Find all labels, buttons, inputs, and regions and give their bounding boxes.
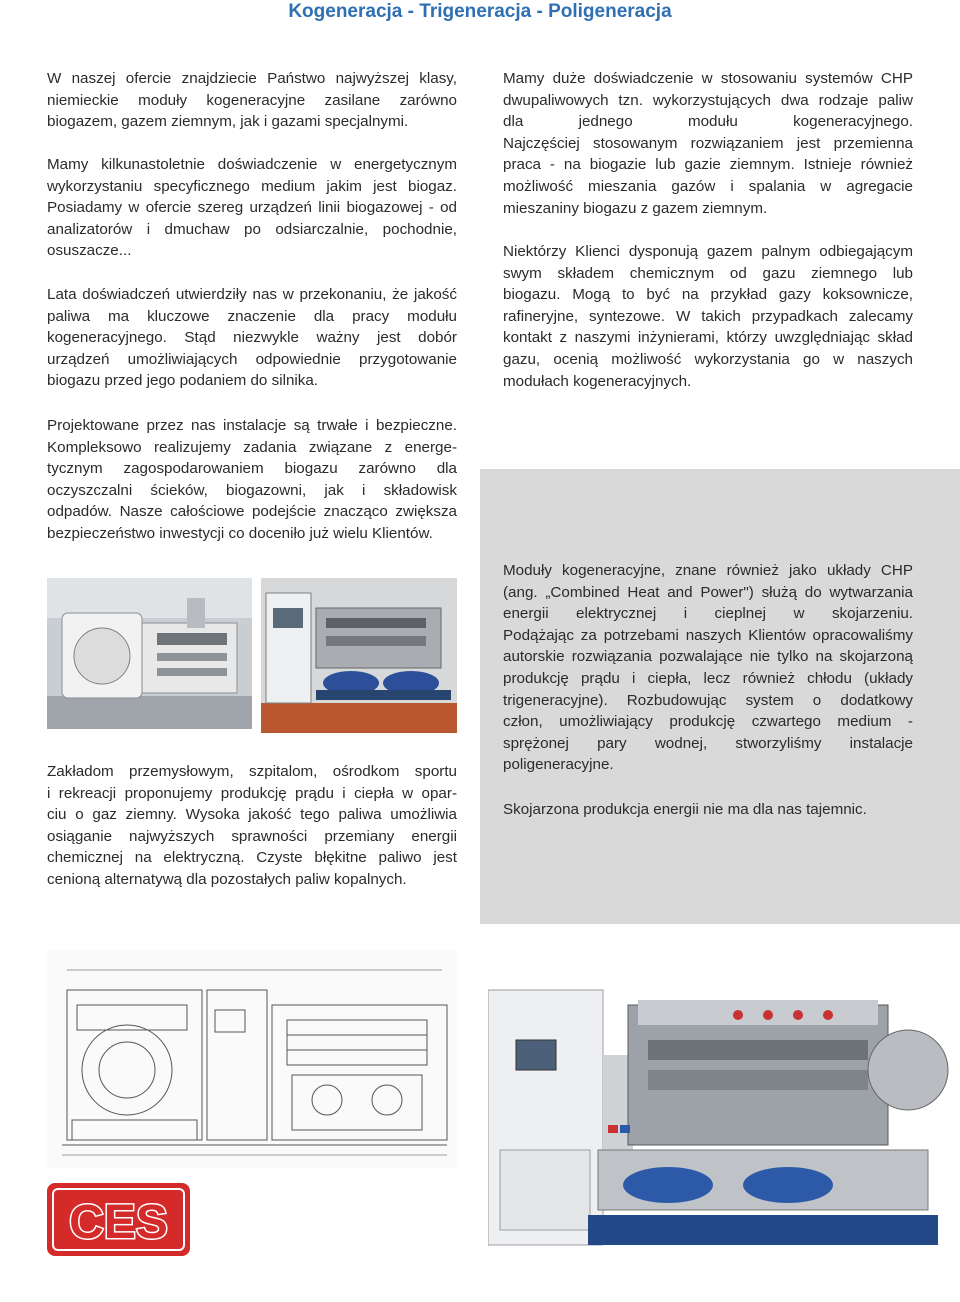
text-line: dla jednego modułu kogeneracyjnego. <box>503 113 913 131</box>
text-line: kogeneracyjnego. Stąd niezwykle ważny jest dobór <box>47 329 457 347</box>
left-paragraph-2 <box>47 154 457 262</box>
text-line: osuszacze... <box>47 242 132 260</box>
left-paragraph-1 <box>47 68 457 133</box>
ces-logo <box>47 1183 190 1256</box>
text-line: odpadów. Nasze całościowe podejście znacząco zwiększa <box>47 503 457 521</box>
text-line: dwupaliwowych tzn. wykorzystujących dwa rodzaje paliw <box>503 91 913 109</box>
text-line: Zakładom przemysłowym, szpitalom, ośrodkom sportu <box>47 763 457 780</box>
text-line: i rekreacji proponujemy produkcję prądu i ciepła w opar- <box>47 784 457 802</box>
right-paragraph-2 <box>503 241 913 392</box>
technical-drawing <box>47 950 457 1168</box>
text-line: Projektowane przez nas instalacje są trwałe i bezpieczne. <box>47 417 457 434</box>
photo-chp-module <box>488 960 960 1260</box>
text-line: osiąganie najwyższych sprawności przemiany energii <box>47 827 457 845</box>
text-line: modułach kogeneracyjnych. <box>503 372 692 390</box>
svg-text:CES: CES <box>69 1196 168 1249</box>
text-line: poligeneracyjne. <box>503 756 614 774</box>
text-line: analizatorów i dmuchaw po odsiarczalnie, pochodnie, <box>47 220 457 238</box>
text-line: Mamy duże doświadczenie w stosowaniu systemów CHP <box>503 70 913 87</box>
photo-generator-module <box>47 578 252 729</box>
text-line: Kompleksowo realizujemy zadania związane z energe- <box>47 438 457 456</box>
text-line: swym składem chemicznym od gazu ziemnego lub <box>503 264 913 282</box>
text-line: trigeneracyjne). Rozbudowując system o dodatkowy <box>503 691 913 709</box>
text-line: cenioną alternatywą dla pozostałych paliw kopalnych. <box>47 870 407 888</box>
text-line: tycznym zagospodarowaniem biogazu zarówno dla <box>47 460 457 478</box>
text-line: Niektórzy Klienci dysponują gazem palnym odbiegającym <box>503 243 913 260</box>
text-line: Moduły kogeneracyjne, znane również jako układy CHP <box>503 562 913 579</box>
text-line: Najczęściej stosowanym rozwiązaniem jest przemienna <box>503 134 913 152</box>
text-line: Lata doświadczeń utwierdziły nas w przekonaniu, że jakość <box>47 286 457 303</box>
text-line: gazu, ocenią możliwość wykorzystania go w naszych <box>503 350 913 368</box>
right-paragraph-4 <box>503 799 913 821</box>
text-line: bezpieczeństwo inwestycji co doceniło już wielu Klientów. <box>47 524 433 542</box>
text-line: sprężonej pary wodnej, stworzyliśmy instalacje <box>503 734 913 752</box>
text-line: Podążając za potrzebami naszych Klientów opracowaliśmy <box>503 626 913 644</box>
text-line: kontakt z naszymi inżynierami, którzy uwzględniając skład <box>503 329 913 347</box>
text-line: mieszaniny biogazu z gazem ziemnym. <box>503 199 768 217</box>
text-line: biogazem, gazem ziemnym, jak i gazami specjalnymi. <box>47 113 409 131</box>
left-paragraph-5 <box>47 761 457 891</box>
text-line: (ang. „Combined Heat and Power") służą do wytwarzania <box>503 583 913 601</box>
text-line: ciu o gaz ziemny. Wysoka jakość tego paliwa umożliwia <box>47 806 457 824</box>
text-line: W naszej ofercie znajdziecie Państwo najwyższej klasy, <box>47 70 457 87</box>
text-line: Posiadamy w ofercie szereg urządzeń linii biogazowej - od <box>47 199 457 217</box>
text-line: oczyszczalni ścieków, biogazowni, jak i składowisk <box>47 481 457 499</box>
text-line: Skojarzona produkcja energii nie ma dla nas tajemnic. <box>503 801 867 818</box>
text-line: energii elektrycznej i cieplnej w skojarzeniu. <box>503 605 913 623</box>
text-line: paliwa ma kluczowe znaczenie dla pracy modułu <box>47 307 457 325</box>
right-paragraph-1 <box>503 68 913 219</box>
text-line: produkcję prądu i ciepła, lecz również chłodu (układy <box>503 669 913 687</box>
text-line: niemieckie moduły kogeneracyjne zasilane zarówno <box>47 91 457 109</box>
text-line: rafineryjne, syntezowe. W takich przypadkach zalecamy <box>503 307 913 325</box>
text-line: chemicznej na elektryczną. Czyste błękitne paliwo jest <box>47 849 457 867</box>
text-line: wykorzystaniu specyficznego medium jakim jest biogaz. <box>47 177 457 195</box>
left-paragraph-3 <box>47 284 457 392</box>
right-paragraph-3 <box>503 560 913 776</box>
text-line: praca - na biogazie lub gazie ziemnym. Istnieje również <box>503 156 913 174</box>
text-line: biogazu. Mogą to być na przykład gazy koksownicze, <box>503 286 913 304</box>
text-line: biogazu przed jego podaniem do silnika. <box>47 372 319 390</box>
page-title: Kogeneracja - Trigeneracja - Poligeneracja <box>288 1 672 22</box>
text-line: Mamy kilkunastoletnie doświadczenie w energetycznym <box>47 156 457 173</box>
text-line: urządzeń umożliwiających odpowiednie przygotowanie <box>47 350 457 368</box>
text-line: człon, umożliwiający produkcję czwartego medium - <box>503 713 913 731</box>
text-line: autorskie rozwiązania pozwalające nie tylko na skojarzoną <box>503 648 913 666</box>
photo-engine-installation <box>261 578 457 733</box>
text-line: możliwość mieszania gazów i spalania w agregacie <box>503 177 913 195</box>
left-paragraph-4 <box>47 415 457 545</box>
